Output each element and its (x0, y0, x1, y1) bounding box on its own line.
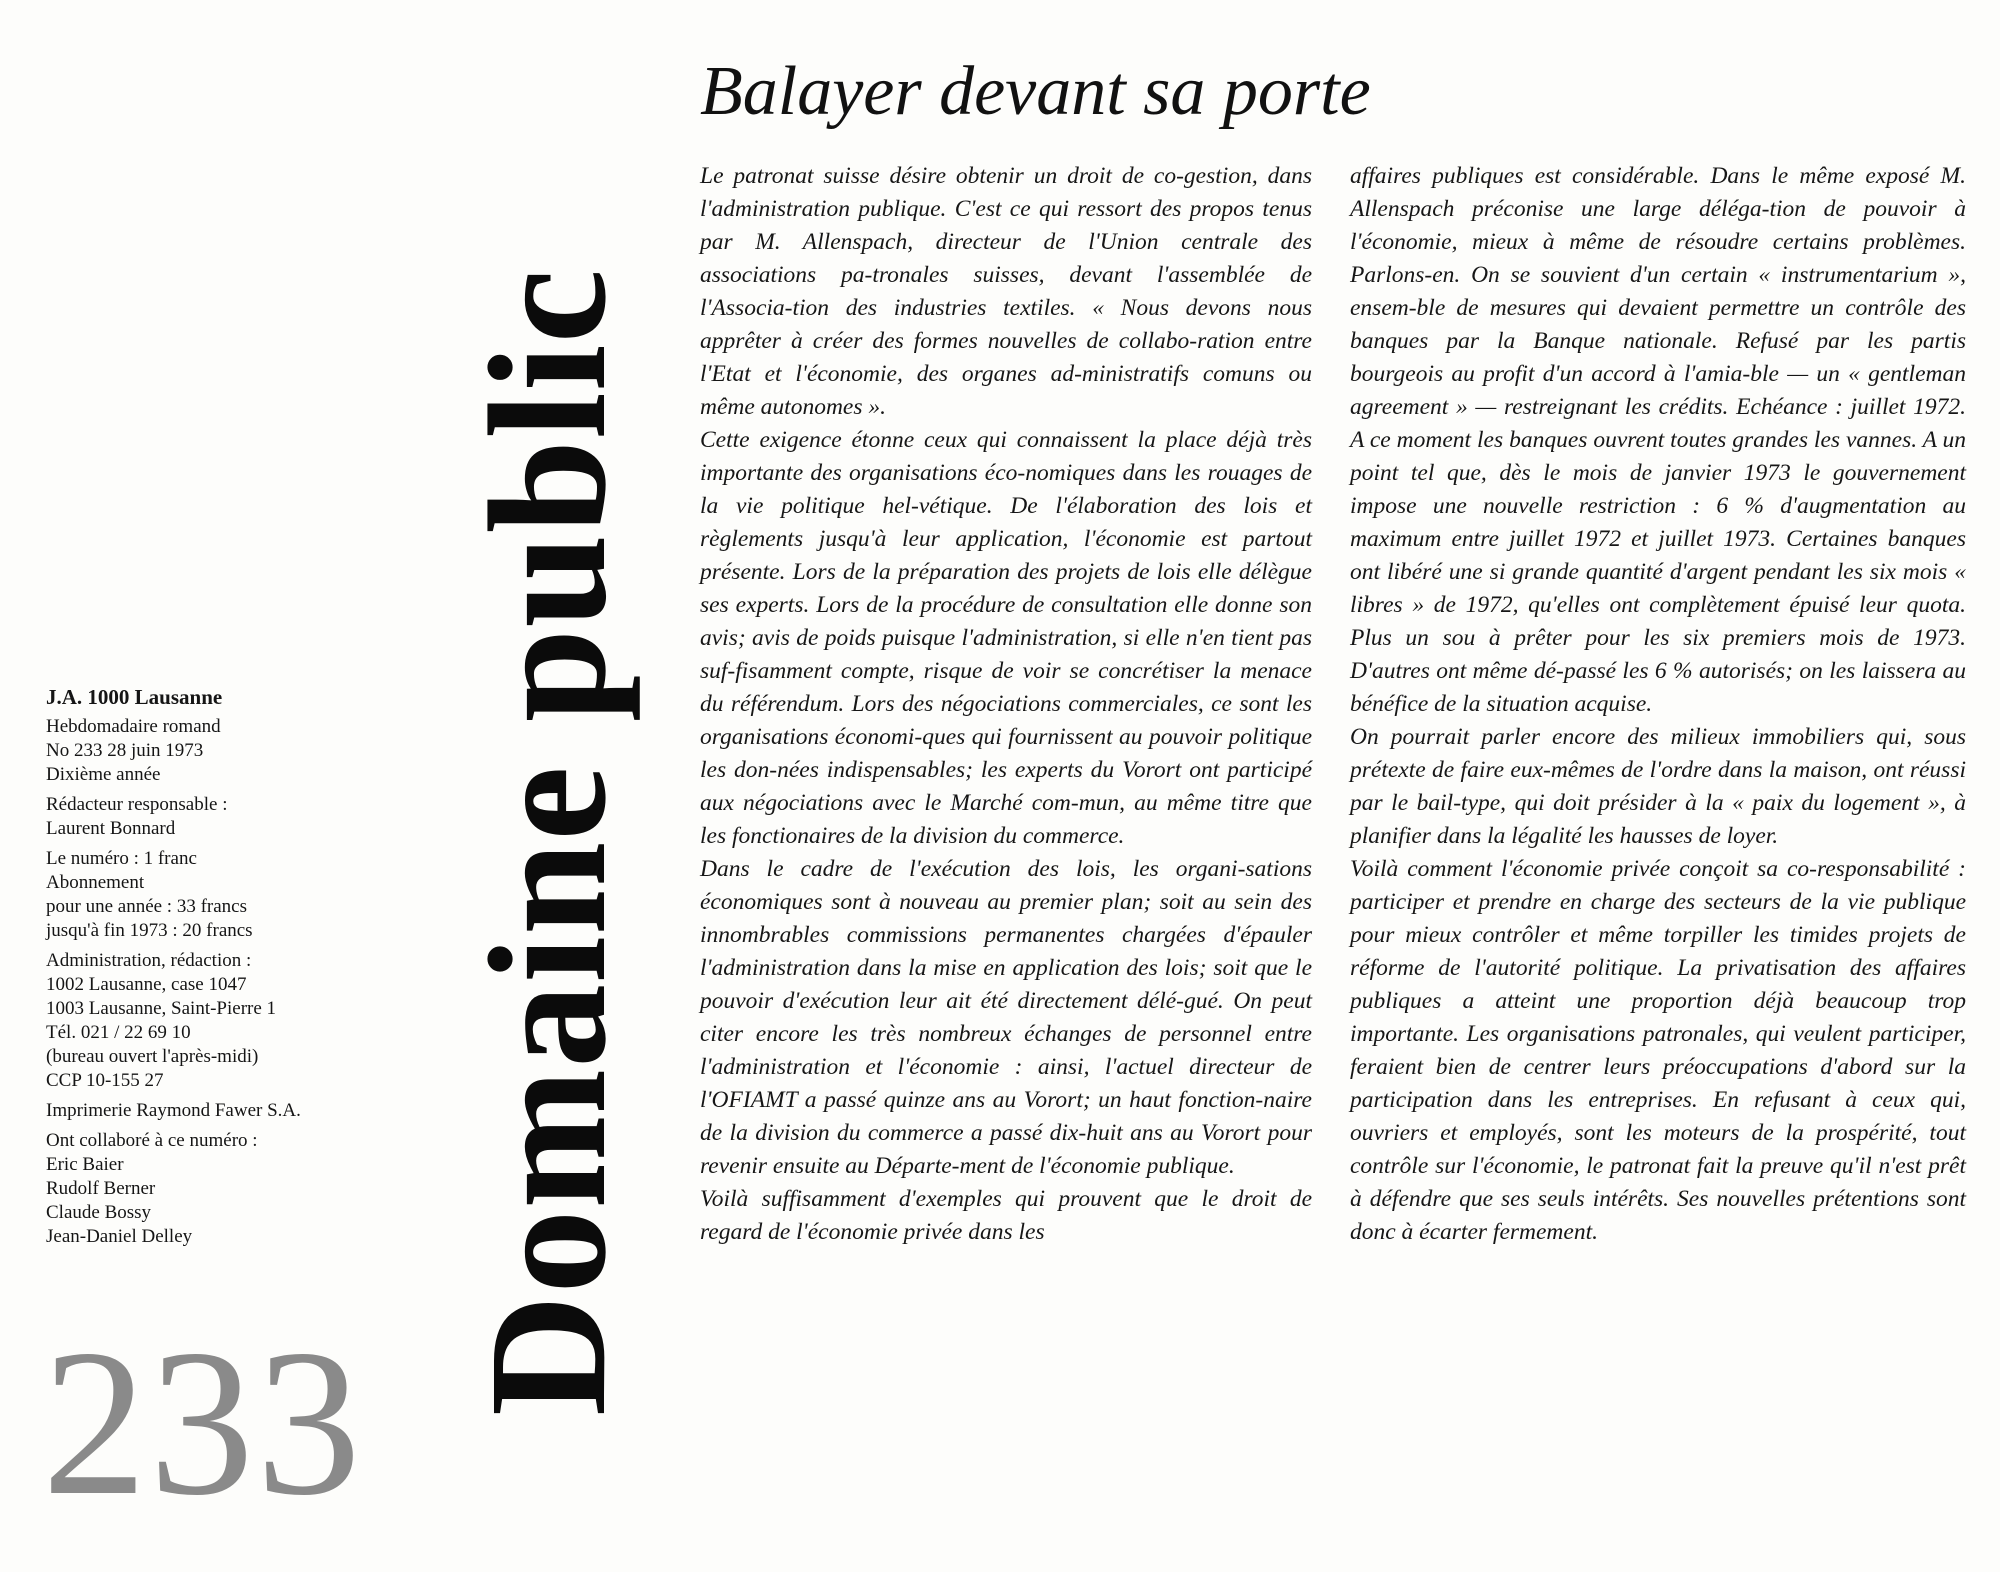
article-paragraph: Cette exigence étonne ceux qui connaissent la place déjà très importante des organisations éco-nomiques dans les rouages de la vie politique hel-vétique. De l'élaboration des lois et règlements jusqu'à leur application, l'économie est partout présente. Lors de la préparation des projets de lois elle délègue ses experts. Lors de la procédure de consultation elle donne son avis; avis de poids puisque l'administration, si elle n'en tient pas suf-fisamment compte, risque de voir se concrétiser la menace du référendum. Lors des négociations commerciales, ce sont les organisations économi-ques qui fournissent au pouvoir politique les don-nées indispensables; les experts du Vorort ont participé aux négociations avec le Marché com-mun, au même titre que les fonctionaires de la division du commerce. (700, 427, 1312, 849)
publication-details (46, 715, 416, 787)
article-headline: Balayer devant sa porte (700, 53, 1371, 130)
info-line: 1002 Lausanne, case 1047 (46, 974, 247, 995)
info-line: Tél. 021 / 22 69 10 (46, 1022, 191, 1043)
info-line: Abonnement (46, 872, 145, 893)
masthead-title: Domaine public (455, 267, 641, 1417)
address-details (46, 949, 416, 1093)
info-line: No 233 28 juin 1973 (46, 740, 204, 761)
info-line: pour une année : 33 francs (46, 896, 248, 917)
info-line: Administration, rédaction : (46, 950, 252, 971)
article-paragraph: Voilà comment l'économie privée conçoit sa co-responsabilité : participer et prendre en charge des secteurs de la vie publique pour mieux contrôler et même torpiller les timides projets de réforme de l'autorité politique. La privatisation des affaires publiques a atteint une proportion déjà beaucoup trop importante. Les organisations patronales, qui veulent participer, feraient bien de centrer leurs préoccupations d'abord sur la participation dans les entreprises. En refusant à ceux qui, ouvriers et employés, sont les moteurs de la prospérité, tout contrôle sur l'économie, le patronat fait la preuve qu'il n'est prêt à défendre que ses seuls intérêts. Ses nouvelles prétentions sont donc à écarter fermement. (1350, 856, 1966, 1245)
publication-info (46, 685, 416, 1255)
contributor-name: Jean-Daniel Delley (46, 1226, 193, 1247)
info-line: Dixième année (46, 764, 161, 785)
info-line: 1003 Lausanne, Saint-Pierre 1 (46, 998, 277, 1019)
info-line: Le numéro : 1 franc (46, 848, 197, 869)
article-column-1 (700, 160, 1312, 1249)
article-paragraph: On pourrait parler encore des milieux immobiliers qui, sous prétexte de faire eux-mêmes de l'ordre dans la maison, ont réussi par le bail-type, qui doit présider à la « paix du logement », à planifier dans la légalité les hausses de loyer. (1350, 724, 1966, 849)
article-column-2 (1350, 160, 1966, 1249)
masthead-container (448, 150, 648, 1535)
postal-mark: J.A. 1000 Lausanne (46, 685, 223, 709)
contributor-name: Rudolf Berner (46, 1178, 156, 1199)
info-line: Imprimerie Raymond Fawer S.A. (46, 1100, 301, 1121)
info-line: Laurent Bonnard (46, 818, 176, 839)
contributor-name: Eric Baier (46, 1154, 124, 1175)
printer-details (46, 1099, 416, 1123)
issue-number: 233 (42, 1307, 363, 1539)
info-line: CCP 10-155 27 (46, 1070, 164, 1091)
info-line: jusqu'à fin 1973 : 20 francs (46, 920, 253, 941)
article-paragraph: Dans le cadre de l'exécution des lois, les organi-sations économiques sont à nouveau au premier plan; soit au sein des innombrables commissions permanentes chargées d'épauler l'administration dans la mise en application des lois; soit que le pouvoir d'exécution leur ait été directement délé-gué. On peut citer encore les très nombreux échanges de personnel entre l'administration et l'économie : ainsi, l'actuel directeur de l'OFIAMT a passé quinze ans au Vorort; un haut fonction-naire de la division du commerce a passé dix-huit ans au Vorort pour revenir ensuite au Départe-ment de l'économie publique. (700, 856, 1312, 1179)
article-paragraph: Voilà suffisamment d'exemples qui prouvent que le droit de regard de l'économie privée dans les (700, 1186, 1312, 1245)
contributor-name: Claude Bossy (46, 1202, 152, 1223)
editor-details (46, 793, 416, 841)
article-paragraph: affaires publiques est considérable. Dans le même exposé M. Allenspach préconise une large déléga-tion de pouvoir à l'économie, mieux à même de résoudre certains problèmes. Parlons-en. On se souvient d'un certain « instrumentarium », ensem-ble de mesures qui devaient permettre un contrôle des banques par la Banque nationale. Refusé par les partis bourgeois au profit d'un accord à l'amia-ble — un « gentleman agreement » — restreignant les crédits. Echéance : juillet 1972. A ce moment les banques ouvrent toutes grandes les vannes. A un point tel que, dès le mois de janvier 1973 le gouvernement impose une nouvelle restriction : 6 % d'augmentation au maximum entre juillet 1972 et juillet 1973. Certaines banques ont libéré une si grande quantité d'argent pendant les six mois « libres » de 1972, qu'elles ont complètement épuisé leur quota. Plus un sou à prêter pour les six premiers mois de 1973. D'autres ont même dé-passé les 6 % autorisés; on les laissera au bénéfice de la situation acquise. (1350, 163, 1966, 717)
contributors (46, 1129, 416, 1249)
info-line: Hebdomadaire romand (46, 716, 221, 737)
info-line: (bureau ouvert l'après-midi) (46, 1046, 259, 1067)
article-paragraph: Le patronat suisse désire obtenir un droit de co-gestion, dans l'administration publique. C'est ce qui ressort des propos tenus par M. Allenspach, directeur de l'Union centrale des associations pa-tronales suisses, devant l'assemblée de l'Associa-tion des industries textiles. « Nous devons nous apprêter à créer des formes nouvelles de collabo-ration entre l'Etat et l'économie, des organes ad-ministratifs comuns ou même autonomes ». (700, 163, 1312, 420)
contributors-heading: Ont collaboré à ce numéro : (46, 1130, 258, 1151)
info-line: Rédacteur responsable : (46, 794, 228, 815)
price-details (46, 847, 416, 943)
